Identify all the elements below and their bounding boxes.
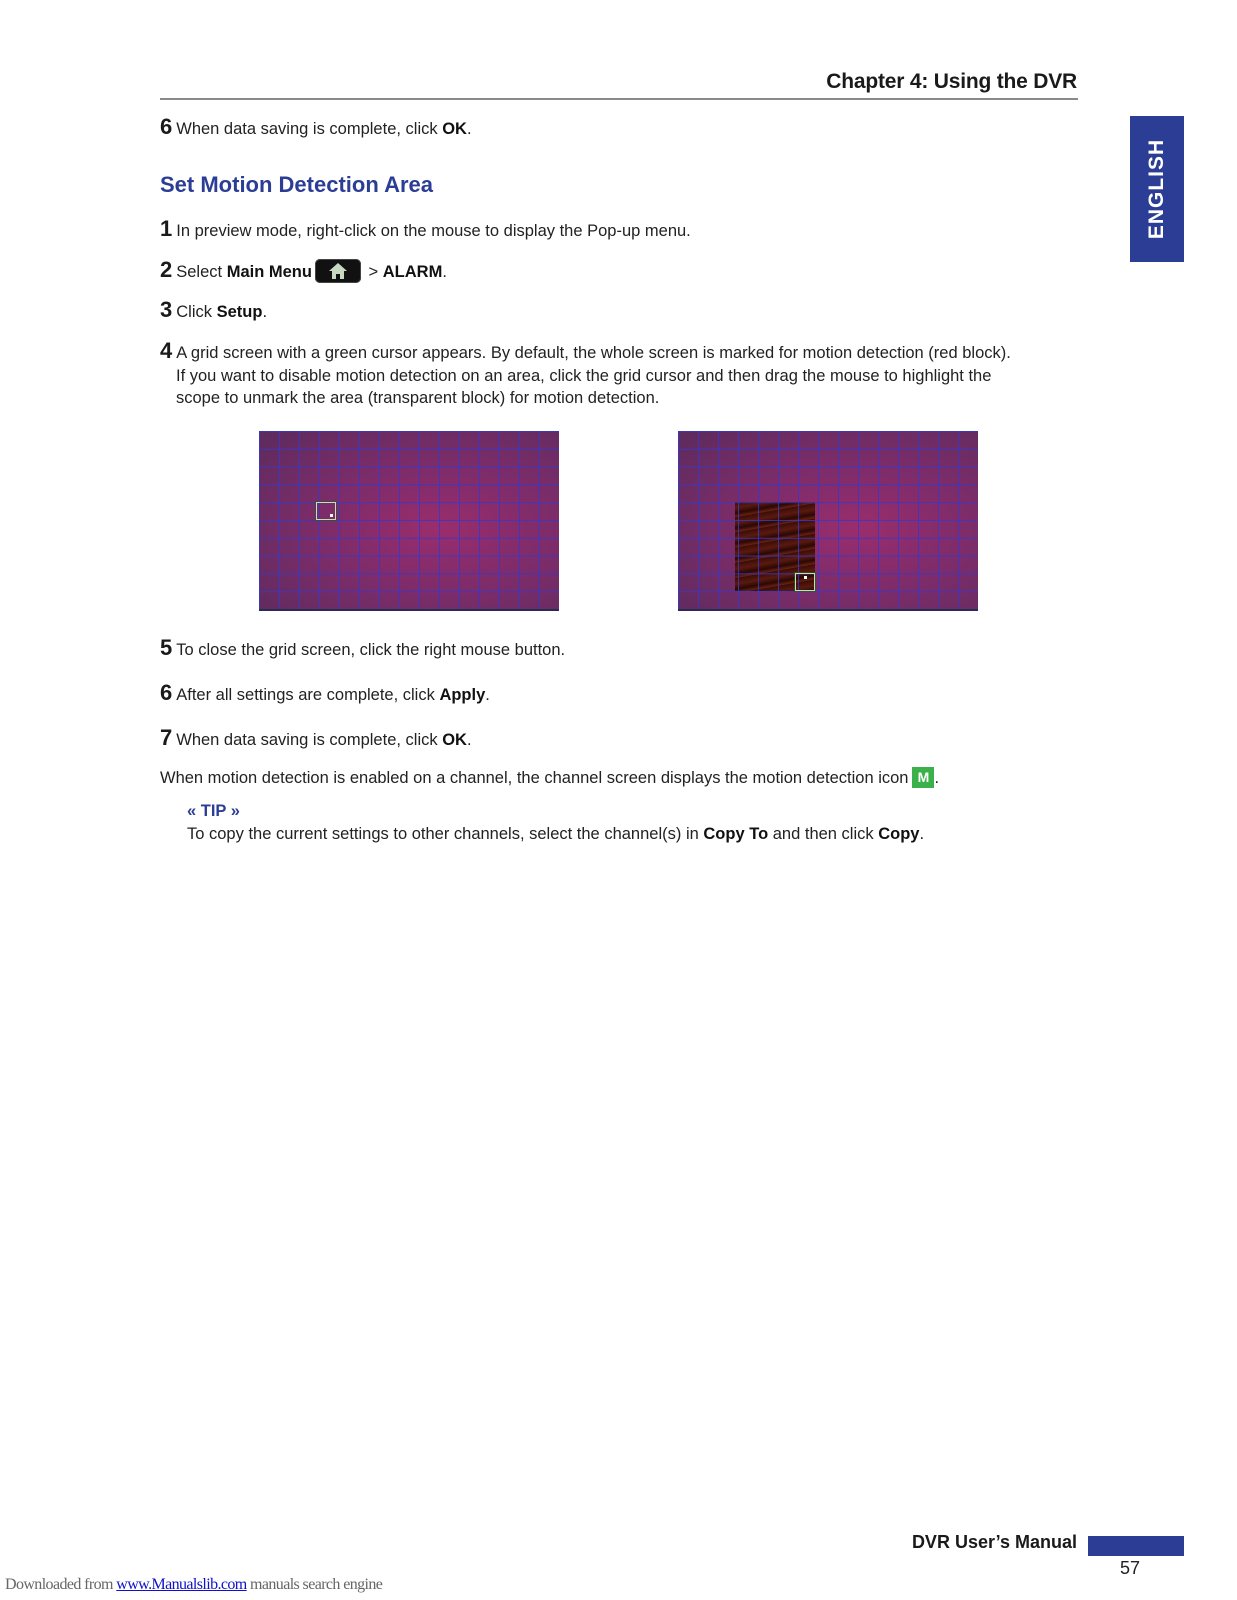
step-6 [160,682,1080,707]
tip-text-mid: and then click [768,825,879,843]
manualslib-link[interactable]: www.Manualslib.com [116,1576,247,1593]
step-number: 7 [160,725,173,750]
main-menu-label: Main Menu [226,263,312,281]
note-text: When motion detection is enabled on a channel, the channel screen displays the motion detection icon [160,769,909,787]
step-text-end: . [442,263,447,281]
mouse-pointer-icon [330,514,333,517]
mouse-pointer-icon [804,576,807,579]
grid-lines [259,431,559,609]
alarm-label: ALARM [382,263,443,281]
step-5 [160,637,1080,662]
motion-icon-note [160,767,1080,790]
step-text: Click [176,303,217,321]
page-number: 57 [1120,1558,1141,1578]
step-1 [160,218,1080,243]
copy-label: Copy [878,825,920,843]
step-number: 1 [160,216,173,241]
tip-text-start: To copy the current settings to other channels, select the channel(s) in [187,825,704,843]
ok-label: OK [442,731,467,749]
step-text-line-2: If you want to disable motion detection on an area, click the grid cursor and then drag the mouse to highlight the [176,366,992,385]
tip-label: « TIP » [187,802,240,820]
step-7 [160,727,1080,752]
step-text-line-1: A grid screen with a green cursor appears. By default, the whole screen is marked for motion detection (red block). [176,344,1011,362]
download-suffix: manuals search engine [246,1576,383,1593]
step-3 [160,299,1080,324]
grid-cursor [316,502,336,520]
step-text: Select [176,263,227,281]
step-text: > [363,263,383,281]
download-note [5,1576,382,1594]
download-prefix: Downloaded from [5,1576,117,1593]
step-4 [160,340,1080,410]
language-tab [1130,116,1184,262]
step-number: 5 [160,635,173,660]
motion-detection-icon: M [912,767,934,788]
motion-grid-default-screenshot [259,431,559,611]
footer-bar [1088,1536,1184,1556]
step-text: After all settings are complete, click [176,686,440,704]
section-heading: Set Motion Detection Area [160,172,433,197]
grid-lines [678,431,978,609]
step-text: In preview mode, right-click on the mouse to display the Pop-up menu. [176,222,691,240]
step-text-end: . [466,731,472,749]
step-number: 4 [160,338,173,363]
step-text-line-3: scope to unmark the area (transparent block) for motion detection. [176,389,660,407]
step-number: 6 [160,114,173,139]
chapter-title: Chapter 4: Using the DVR [826,70,1077,93]
step-text: When data saving is complete, click [176,120,443,138]
header-rule [160,98,1078,100]
motion-grid-unmarked-screenshot [678,431,978,611]
step-number: 6 [160,680,173,705]
step-text-end: . [262,303,268,321]
step-number: 2 [160,257,173,282]
tip-text-end: . [919,825,925,843]
tip-text [187,825,1087,844]
home-icon [315,259,361,283]
intro-step [160,116,1080,141]
step-bold: OK [442,120,467,138]
copy-to-label: Copy To [703,825,769,843]
step-2 [160,259,1080,284]
step-text: To close the grid screen, click the right mouse button. [176,641,566,659]
step-number: 3 [160,297,173,322]
step-text-end: . [466,120,472,138]
step-text: When data saving is complete, click [176,731,443,749]
apply-label: Apply [439,686,486,704]
footer-title: DVR User’s Manual [911,1532,1077,1552]
grid-cursor [795,573,815,591]
note-text-end: . [934,769,940,787]
step-text-end: . [485,686,490,704]
language-tab-label: ENGLISH [1145,138,1168,240]
setup-label: Setup [216,303,263,321]
